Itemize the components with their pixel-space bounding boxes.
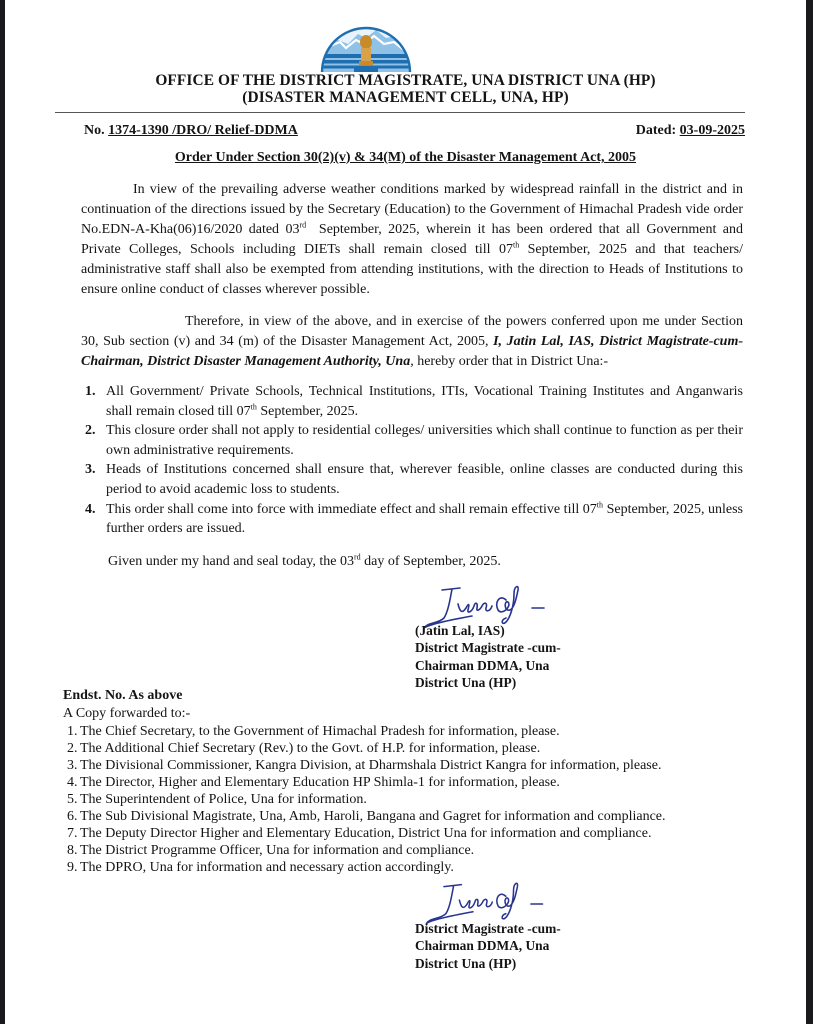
recipient-item xyxy=(63,740,666,757)
recipient-item xyxy=(63,757,666,774)
order-item xyxy=(81,460,743,499)
recipient-number: 9. xyxy=(67,860,78,875)
paragraph-text: , hereby order that in District Una:- xyxy=(410,354,609,369)
signatory-location: District Una (HP) xyxy=(415,955,517,971)
dated-value: 03-09-2025 xyxy=(679,123,745,138)
order-text: Heads of Institutions concerned shall ensure that, wherever feasible, online classes are conducted during this period to avoid academic loss to students. xyxy=(106,462,743,497)
signatory-designation: District Magistrate -cum- xyxy=(415,921,561,936)
reference-prefix: No. xyxy=(84,123,105,138)
order-number: 4. xyxy=(85,501,96,517)
himachal-pradesh-emblem-icon xyxy=(318,14,414,74)
endorsement-label: Endst. No. As above xyxy=(63,688,183,703)
recipient-item xyxy=(63,791,666,808)
signatory-block-primary xyxy=(415,622,561,692)
order-number: 3. xyxy=(85,462,96,478)
given-text: day of September, 2025. xyxy=(360,554,501,569)
signatory-designation: Chairman DDMA, Una xyxy=(415,938,550,954)
recipient-number: 8. xyxy=(67,843,78,858)
paragraph-text: In view of the prevailing adverse weather conditions marked by widespread rainfall in the district and in continuation of the directions issued by the Secretary (Education) to the Government of Himachal Pradesh vide order No.EDN-A-Kha(06)16/2020 dated 03 xyxy=(81,182,743,237)
given-under-hand xyxy=(108,554,501,570)
given-text: Given under my hand and seal today, the 03 xyxy=(108,554,354,569)
order-number: 1. xyxy=(85,384,96,399)
recipient-item xyxy=(63,723,666,740)
reference-number xyxy=(84,123,298,139)
recipient-number: 4. xyxy=(67,775,78,790)
ordinal-suffix: th xyxy=(250,401,257,411)
recipient-item xyxy=(63,825,666,842)
recipient-text: The Superintendent of Police, Una for information. xyxy=(80,792,367,807)
order-text: This closure order shall not apply to residential colleges/ universities which shall continue to function as per their own administrative requirements. xyxy=(106,423,743,458)
order-title: Order Under Section 30(2)(v) & 34(M) of the Disaster Management Act, 2005 xyxy=(174,150,637,165)
signatory-designation: District Magistrate -cum- xyxy=(415,640,561,656)
recipient-number: 7. xyxy=(67,826,78,841)
ordinal-suffix: th xyxy=(512,240,520,250)
signatory-location: District Una (HP) xyxy=(415,675,517,691)
signatory-name: (Jatin Lal, IAS) xyxy=(415,623,505,638)
recipient-item xyxy=(63,808,666,825)
recipient-number: 5. xyxy=(67,792,78,807)
recipient-item xyxy=(63,859,666,876)
recipient-number: 2. xyxy=(67,741,78,756)
order-item xyxy=(81,500,743,539)
document-page xyxy=(5,0,806,1024)
recipient-text: The Additional Chief Secretary (Rev.) to the Govt. of H.P. for information, please. xyxy=(80,741,541,756)
paragraph-authority xyxy=(81,312,743,372)
paragraph-text: September, 2025 and that teachers/ administrative staff shall also be exempted from attending institutions, with the direction to Heads of Institutions to ensure online conduct of classes wherever possible. xyxy=(81,242,743,297)
order-item xyxy=(81,382,743,421)
ashoka-lion-capital-icon xyxy=(359,35,373,65)
recipient-text: The Divisional Commissioner, Kangra Division, at Dharmshala District Kangra for information, please. xyxy=(80,758,662,773)
copy-recipient-list xyxy=(63,723,666,876)
dated-label: Dated: xyxy=(635,123,677,138)
ordinal-suffix: rd xyxy=(353,552,361,562)
recipient-text: The Sub Divisional Magistrate, Una, Amb, Haroli, Bangana and Gagret for information and compliance. xyxy=(80,809,666,824)
order-item xyxy=(81,421,743,460)
office-header-line2: (DISASTER MANAGEMENT CELL, UNA, HP) xyxy=(242,89,569,106)
recipient-text: The Chief Secretary, to the Government of Himachal Pradesh for information, please. xyxy=(80,724,560,739)
order-text: This order shall come into force with immediate effect and shall remain effective till 07 xyxy=(106,501,597,517)
ordinal-suffix: rd xyxy=(299,220,307,230)
paragraph-text: Therefore, in view of the above, and in exercise of the powers conferred upon me under Section 30, Sub section (v) and 34 (m) of the Disaster Management Act, 2005, xyxy=(81,314,743,349)
order-list xyxy=(81,382,743,539)
signatory-designation: Chairman DDMA, Una xyxy=(415,657,550,673)
recipient-item xyxy=(63,774,666,791)
recipient-text: The Deputy Director Higher and Elementary Education, District Una for information and compliance. xyxy=(80,826,652,841)
recipient-number: 3. xyxy=(67,758,78,773)
order-text: All Government/ Private Schools, Technical Institutions, ITIs, Vocational Training Institutes and Anganwaris shall remain closed till 07 xyxy=(106,384,743,419)
office-header-line1: OFFICE OF THE DISTRICT MAGISTRATE, UNA DISTRICT UNA (HP) xyxy=(155,72,656,89)
paragraph-context xyxy=(81,180,747,300)
paragraph-text: September, 2025, wherein it has been ordered that all Government and Private Colleges, Schools including DIETs shall remain closed till 07 xyxy=(81,222,747,257)
recipient-item xyxy=(63,842,666,859)
dated xyxy=(605,123,745,139)
recipient-text: The District Programme Officer, Una for information and compliance. xyxy=(80,843,475,858)
authority-name: I, Jatin Lal, IAS, District Magistrate-cum-Chairman, District Disaster Management Authority, Una xyxy=(81,334,744,369)
reference-value: 1374-1390 /DRO/ Relief-DDMA xyxy=(108,123,298,138)
recipient-number: 6. xyxy=(67,809,78,824)
order-text: September, 2025. xyxy=(256,403,359,419)
copy-forwarded-label: A Copy forwarded to:- xyxy=(63,706,191,721)
order-number: 2. xyxy=(85,423,96,439)
ordinal-suffix: th xyxy=(596,499,604,509)
recipient-text: The Director, Higher and Elementary Education HP Shimla-1 for information, please. xyxy=(80,775,560,790)
recipient-text: The DPRO, Una for information and necessary action accordingly. xyxy=(80,860,454,875)
signatory-block-endorsement xyxy=(415,920,561,972)
header-divider xyxy=(55,112,745,113)
recipient-number: 1. xyxy=(67,724,78,739)
order-text: September, 2025, unless further orders are issued. xyxy=(106,501,743,537)
